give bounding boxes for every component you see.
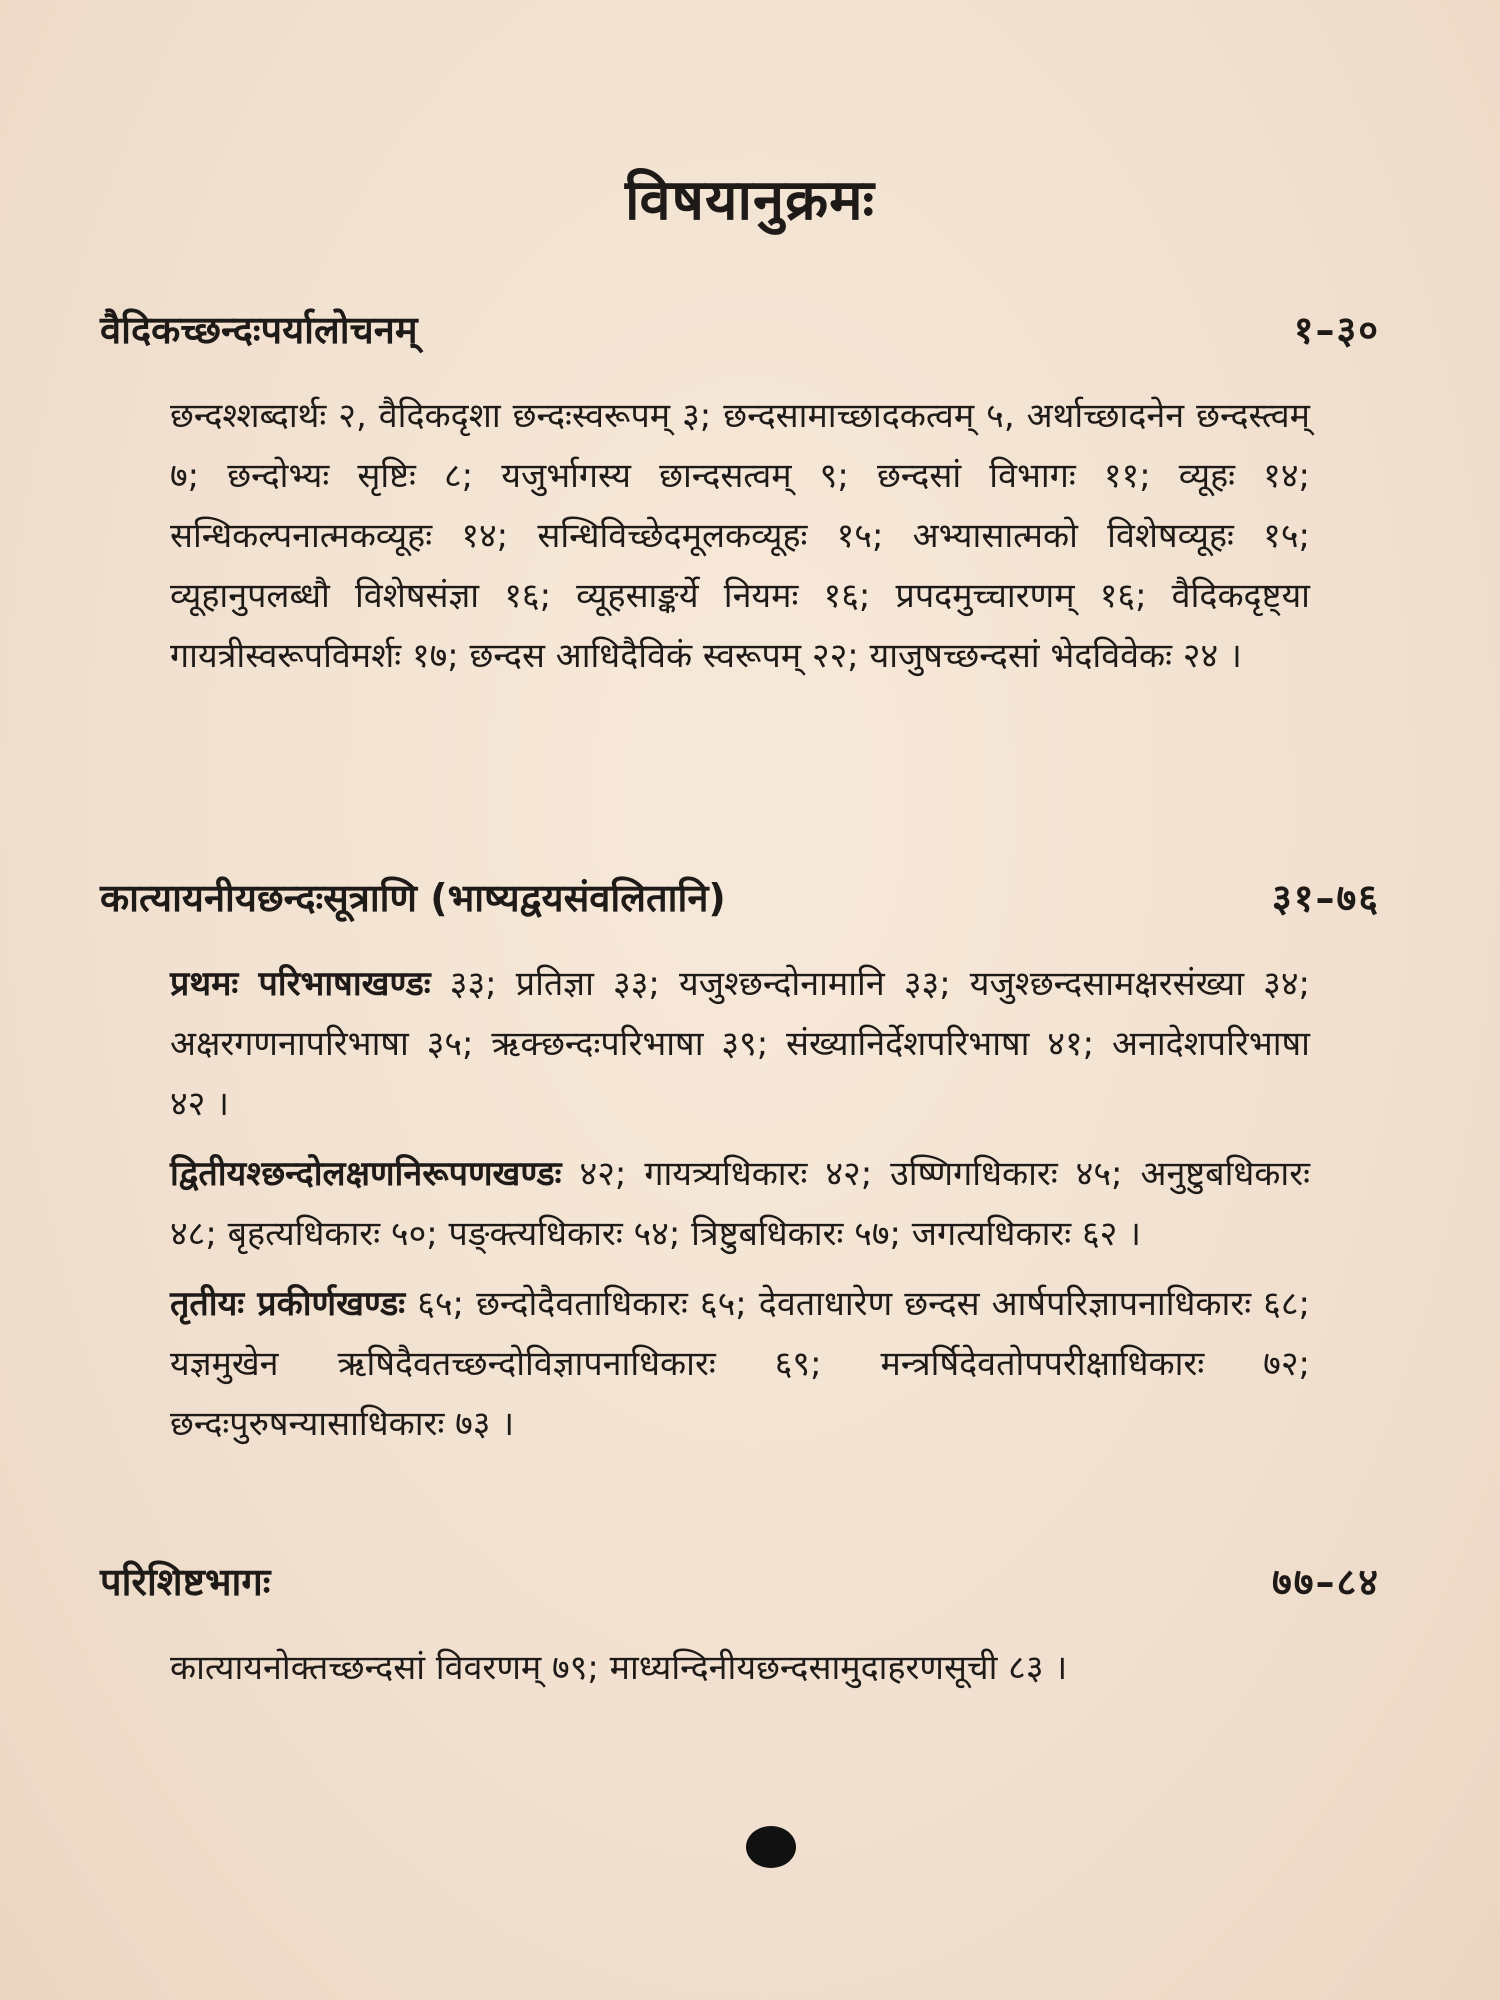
- paragraph-text: कात्यायनोक्तच्छन्दसां विवरणम् ७९; माध्यन्दिनीयछन्दसामुदाहरणसूची ८३ ।: [170, 1648, 1068, 1688]
- section-paragraph: [170, 954, 1310, 1134]
- section-heading-row: [100, 1552, 1380, 1612]
- page-ornament-dot: [746, 1826, 796, 1868]
- section-paragraph: [170, 1144, 1310, 1264]
- section-page-range: ३१–७६: [1271, 876, 1380, 920]
- paragraph-lead: प्रथमः परिभाषाखण्डः: [170, 964, 431, 1004]
- paragraph-text: ४२; गायत्र्यधिकारः ४२; उष्णिगधिकारः ४५; अनुष्टुबधिकारः ४८; बृहत्यधिकारः ५०; पङ्क्त्यधिकारः ५४; त्रिष्टुबधिकारः ५७; जगत्यधिकारः ६२ ।: [170, 1154, 1310, 1254]
- section-paragraph: [170, 1274, 1310, 1454]
- paragraph-text: ६५; छन्दोदैवताधिकारः ६५; देवताधारेण छन्दस आर्षपरिज्ञापनाधिकारः ६८; यज्ञमुखेन ऋषिदैवतच्छन्दोविज्ञापनाधिकारः ६९; मन्त्रर्षिदेवतोपपरीक्षाधिकारः ७२; छन्दःपुरुषन्यासाधिकारः ७३ ।: [170, 1284, 1310, 1444]
- section-heading: वैदिकच्छन्दःपर्यालोचनम्: [100, 308, 418, 352]
- section-heading-row: [100, 300, 1380, 360]
- toc-section-katyayana-sutras: [100, 868, 1380, 1454]
- section-paragraph: [170, 386, 1310, 686]
- paragraph-text: छन्दश्शब्दार्थः २, वैदिकदृशा छन्दःस्वरूपम् ३; छन्दसामाच्छादकत्वम् ५, अर्थाच्छादनेन छन्दस्त्वम् ७; छन्दोभ्यः सृष्टिः ८; यजुर्भागस्य छान्दसत्वम् ९; छन्दसां विभागः ११; व्यूहः १४; सन्धिकल्पनात्मकव्यूहः १४; सन्धिविच्छेदमूलकव्यूहः १५; अभ्यासात्मको विशेषव्यूहः १५; व्यूहानुपलब्धौ विशेषसंज्ञा १६; व्यूहसाङ्कर्ये नियमः १६; प्रपदमुच्चारणम् १६; वैदिकदृष्ट्या गायत्रीस्वरूपविमर्शः १७; छन्दस आधिदैविकं स्वरूपम् २२; याजुषच्छन्दसां भेदविवेकः २४ ।: [170, 396, 1310, 676]
- paragraph-lead: तृतीयः प्रकीर्णखण्डः: [170, 1284, 406, 1324]
- toc-section-appendix: [100, 1552, 1380, 1698]
- section-page-range: १–३०: [1293, 308, 1380, 352]
- section-page-range: ७७–८४: [1271, 1560, 1380, 1604]
- section-heading: कात्यायनीयछन्दःसूत्राणि (भाष्यद्वयसंवलितानि): [100, 876, 726, 920]
- page-title: विषयानुक्रमः: [625, 168, 875, 233]
- toc-section-vedic-chandas: [100, 300, 1380, 686]
- section-heading-row: [100, 868, 1380, 928]
- section-paragraph: [170, 1638, 1310, 1698]
- paragraph-lead: द्वितीयश्छन्दोलक्षणनिरूपणखण्डः: [170, 1154, 562, 1194]
- paragraph-text: ३३; प्रतिज्ञा ३३; यजुश्छन्दोनामानि ३३; यजुश्छन्दसामक्षरसंख्या ३४; अक्षरगणनापरिभाषा ३५; ऋक्छन्दःपरिभाषा ३९; संख्यानिर्देशपरिभाषा ४१; अनादेशपरिभाषा ४२ ।: [170, 964, 1310, 1124]
- section-heading: परिशिष्टभागः: [100, 1560, 271, 1604]
